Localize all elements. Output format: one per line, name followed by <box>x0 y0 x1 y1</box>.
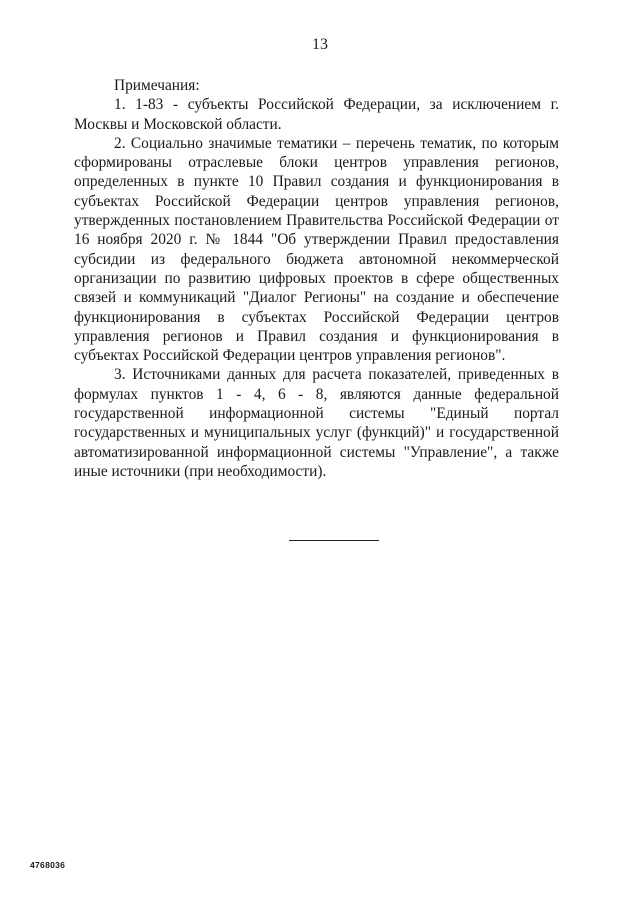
document-code: 4768036 <box>30 860 66 870</box>
note-item-2: 2. Социально значимые тематики – перечень тематик, по которым сформированы отраслевые блоки центров управления регионов, определенных в пункте 10 Правил создания и функционирования в субъектах Российской Федерации центров управления регионов, утвержденных постановлением Правительства Российской Федерации от 16 ноября 2020 г. № 1844 "Об утверждении Правил предоставления субсидии из федерального бюджета автономной некоммерческой организации по развитию цифровых проектов в сфере общественных связей и коммуникаций "Диалог Регионы" на создание и обеспечение функционирования в субъектах Российской Федерации центров управления регионов и Правил создания и функционирования в субъектах Российской Федерации центров управления регионов". <box>74 134 559 365</box>
note-item-3: 3. Источниками данных для расчета показателей, приведенных в формулах пунктов 1 - 4, 6 - 8, являются данные федеральной государственной информационной системы "Единый портал государственных и муниципальных услуг (функций)" и государственной автоматизированной информационной системы "Управление", а также иные источники (при необходимости). <box>74 366 559 480</box>
notes-heading: Примечания: <box>114 77 200 94</box>
page-number: 13 <box>312 36 328 53</box>
notes-section <box>74 76 559 481</box>
note-item-1: 1. 1-83 - субъекты Российской Федерации, за исключением г. Москвы и Московской области. <box>74 96 559 133</box>
end-divider-line <box>289 540 379 541</box>
